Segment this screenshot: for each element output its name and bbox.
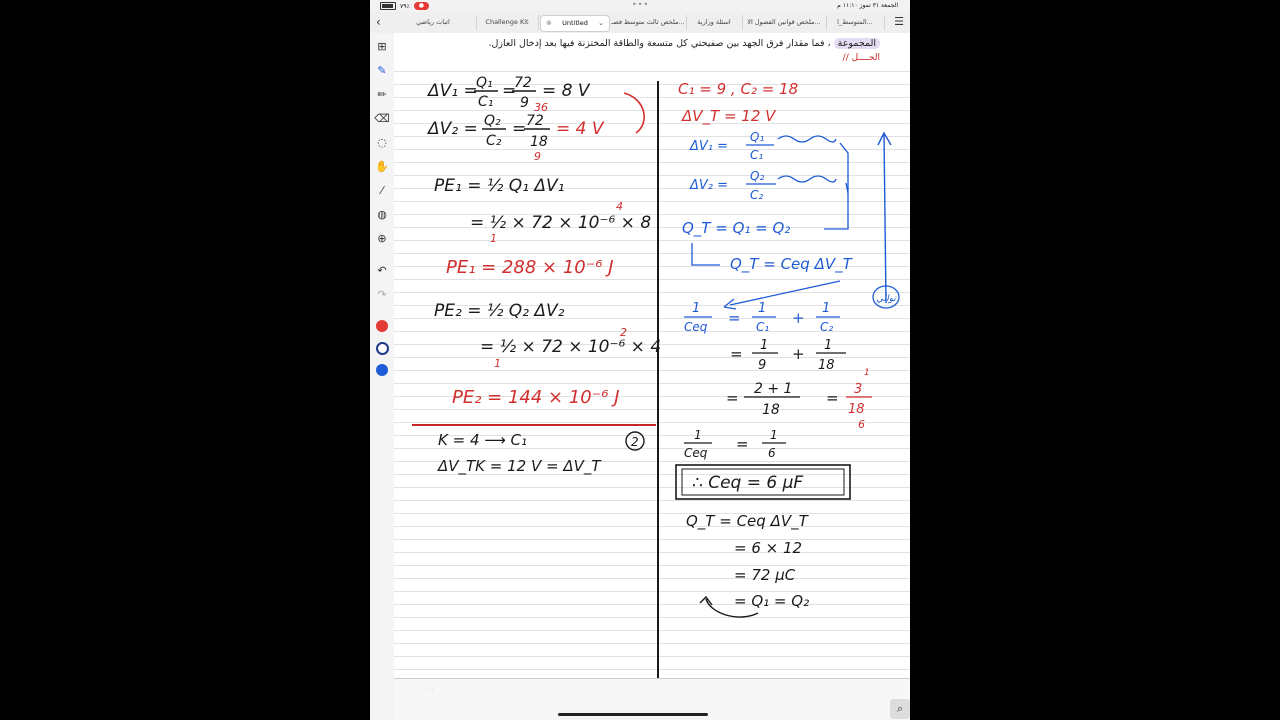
dv1-frac-num: Q₁ bbox=[476, 75, 493, 91]
highlighted-word: المجموعة bbox=[834, 38, 880, 49]
pe2-result: PE₂ = 144 × 10⁻⁶ J bbox=[452, 387, 620, 408]
dv2-num: 72 bbox=[526, 113, 544, 129]
redo-icon[interactable]: ↷ bbox=[377, 288, 387, 301]
status-time: ١١:١٠ م bbox=[837, 2, 858, 9]
inv-den: Ceq bbox=[684, 446, 708, 460]
dv2-result: = 4 V bbox=[556, 119, 604, 139]
tab-7[interactable] bbox=[826, 15, 885, 30]
pe2-formula: PE₂ = ½ Q₂ ΔV₂ bbox=[434, 301, 565, 321]
dv1-blue: ΔV₁ = bbox=[690, 139, 729, 154]
chevron-down-icon[interactable]: ⌄ bbox=[598, 19, 604, 27]
dv2-eq: = bbox=[512, 119, 527, 139]
sum-plus: + bbox=[792, 345, 805, 363]
frac-eq-2: = bbox=[826, 389, 839, 407]
tab-6-label: ملخص قوانين الفصول الا... bbox=[747, 18, 821, 26]
blue-color-swatch[interactable] bbox=[376, 364, 388, 376]
zoom-icon[interactable]: ⌕ bbox=[890, 699, 910, 719]
pe1-reduced-4: 4 bbox=[616, 200, 623, 213]
tab-7-label: المتوسط_ا... bbox=[837, 18, 873, 26]
multitask-dots-icon[interactable]: ••• bbox=[632, 0, 650, 9]
pe1-formula: PE₁ = ½ Q₁ ΔV₁ bbox=[434, 176, 565, 196]
dv2-num-reduced: 36 bbox=[534, 101, 548, 114]
ceq-plus: + bbox=[792, 309, 805, 327]
circled-number: 2 bbox=[631, 435, 639, 449]
navy-color-swatch[interactable] bbox=[376, 342, 389, 355]
pe1-reduced-1: 1 bbox=[490, 232, 497, 245]
dv2-frac-den: C₂ bbox=[486, 133, 502, 149]
add-icon[interactable]: ⊕ bbox=[377, 232, 387, 245]
dv1-lhs: ΔV₁ = bbox=[428, 81, 478, 101]
tab-bar bbox=[370, 12, 910, 34]
pe2-reduced-2: 2 bbox=[620, 326, 627, 339]
frac-num: 2 + 1 bbox=[754, 381, 793, 397]
ceq-eq: = bbox=[728, 309, 741, 327]
status-bar bbox=[370, 0, 910, 12]
arabic-note: توالي bbox=[876, 294, 896, 304]
tab-5-label: اسئلة وزارية bbox=[697, 18, 731, 26]
sum-den-2: 18 bbox=[818, 358, 835, 373]
close-tab-icon[interactable]: ⊗ bbox=[546, 19, 552, 27]
red-color-swatch[interactable] bbox=[376, 320, 388, 332]
dvt-value: ΔV_T = 12 V bbox=[682, 107, 776, 125]
frac-eq: = bbox=[726, 389, 739, 407]
dv1-frac-den: C₁ bbox=[478, 94, 494, 110]
highlighter-icon[interactable]: ✏ bbox=[377, 88, 387, 101]
pe1-result: PE₁ = 288 × 10⁻⁶ J bbox=[446, 257, 614, 278]
tab-2-label: Challenge Kit bbox=[485, 18, 529, 26]
dv1-den: 9 bbox=[520, 95, 529, 111]
qt-equation: Q_T = Q₁ = Q₂ bbox=[682, 219, 791, 237]
page-footer bbox=[394, 678, 910, 720]
qt2-final: = Q₁ = Q₂ bbox=[734, 592, 810, 610]
dvtk-line: ΔV_TK = 12 V = ΔV_T bbox=[438, 457, 601, 475]
dv1-num: 72 bbox=[514, 75, 532, 91]
left-column bbox=[426, 75, 661, 476]
left-toolbar bbox=[370, 33, 395, 720]
ceq-r2-num: 1 bbox=[822, 301, 831, 316]
eraser-icon[interactable]: ⌫ bbox=[374, 112, 390, 125]
red-den: 18 bbox=[848, 402, 865, 417]
dv2-den-reduced: 9 bbox=[534, 150, 541, 163]
tab-4[interactable] bbox=[610, 15, 687, 30]
recording-indicator: ● bbox=[414, 2, 429, 10]
mic-icon[interactable]: ◍ bbox=[377, 208, 387, 221]
inv-rnum: 1 bbox=[770, 428, 778, 442]
tab-3-label: Untitled bbox=[562, 19, 588, 27]
dv1-eq: = bbox=[502, 81, 517, 101]
dv1-result: = 8 V bbox=[542, 81, 590, 101]
home-indicator bbox=[558, 713, 708, 716]
handwriting-layer bbox=[394, 33, 910, 720]
ceq-r1-num: 1 bbox=[758, 301, 767, 316]
sum-den-1: 9 bbox=[758, 358, 767, 373]
red-num: 3 bbox=[854, 382, 863, 397]
c-values: C₁ = 9 , C₂ = 18 bbox=[678, 80, 799, 98]
pe1-substitution: = ½ × 72 × 10⁻⁶ × 8 bbox=[470, 213, 652, 233]
inv-num: 1 bbox=[694, 428, 702, 442]
tab-5[interactable] bbox=[686, 15, 743, 30]
inv-eq: = bbox=[736, 435, 749, 453]
tab-6[interactable] bbox=[742, 15, 827, 30]
qt2-substitution: = 6 × 12 bbox=[734, 539, 803, 557]
pen-icon[interactable]: ✎ bbox=[377, 64, 387, 77]
tab-2[interactable] bbox=[476, 15, 539, 30]
sum-eq: = bbox=[730, 345, 743, 363]
eyedropper-icon[interactable]: ⁄ bbox=[381, 184, 383, 197]
red-bottom: 6 bbox=[858, 418, 865, 431]
qt2-formula: Q_T = Ceq ΔV_T bbox=[686, 512, 808, 530]
sum-num-2: 1 bbox=[824, 338, 833, 353]
tab-3-active[interactable] bbox=[540, 15, 610, 32]
frac-den: 18 bbox=[762, 402, 780, 418]
problem-line: ، فما مقدار فرق الجهد بين صفيحتي كل متسعة والطاقة المختزنة فيها بعد إدخال العازل. bbox=[488, 38, 831, 49]
red-top: 1 bbox=[864, 368, 870, 378]
battery-icon bbox=[380, 2, 396, 10]
qt-ceq-equation: Q_T = Ceq ΔV_T bbox=[730, 255, 852, 273]
tab-1[interactable] bbox=[390, 15, 477, 30]
ceq-r1-den: C₁ bbox=[756, 320, 770, 334]
hand-icon[interactable]: ✋ bbox=[375, 160, 389, 173]
back-chevron-icon[interactable]: ‹ bbox=[376, 15, 381, 29]
status-date: الجمعة ٣١ تموز bbox=[859, 2, 898, 9]
tab-1-label: اثبات رياضي bbox=[416, 18, 450, 26]
pe2-substitution: = ½ × 72 × 10⁻⁶ × 4 bbox=[480, 337, 662, 357]
dv2-blue-num: Q₂ bbox=[750, 169, 765, 183]
page-number-faint: · · · bbox=[424, 687, 434, 694]
tab-4-label: ملخص ثالث متوسط فصـ... bbox=[611, 18, 685, 26]
dv2-den: 18 bbox=[530, 134, 548, 150]
dv1-blue-num: Q₁ bbox=[750, 130, 765, 144]
goodnotes-window bbox=[370, 0, 910, 720]
ceq-den: Ceq bbox=[684, 320, 708, 334]
lasso-icon[interactable]: ◌ bbox=[377, 136, 387, 149]
right-column bbox=[676, 80, 899, 617]
dv1-blue-den: C₁ bbox=[750, 148, 764, 162]
inv-rden: 6 bbox=[768, 446, 776, 460]
battery-percent: ٧٩٪ bbox=[400, 2, 410, 10]
undo-icon[interactable]: ↶ bbox=[377, 264, 387, 277]
dv2-blue: ΔV₂ = bbox=[690, 178, 729, 193]
ceq-r2-den: C₂ bbox=[820, 320, 834, 334]
dv2-lhs: ΔV₂ = bbox=[428, 119, 478, 139]
dv2-frac-num: Q₂ bbox=[484, 113, 501, 129]
dv2-blue-den: C₂ bbox=[750, 188, 764, 202]
tab-list-icon[interactable]: ☰ bbox=[894, 15, 904, 28]
pe2-reduced-1: 1 bbox=[494, 357, 501, 370]
pages-icon[interactable]: ⊞ bbox=[377, 40, 387, 53]
ceq-boxed-result: ∴ Ceq = 6 μF bbox=[692, 473, 804, 493]
sum-num-1: 1 bbox=[760, 338, 769, 353]
ceq-num: 1 bbox=[692, 301, 701, 316]
qt2-result: = 72 μC bbox=[734, 566, 796, 584]
k-line: K = 4 ⟶ C₁ bbox=[438, 431, 528, 449]
solution-label: الحــــل // bbox=[842, 53, 880, 63]
